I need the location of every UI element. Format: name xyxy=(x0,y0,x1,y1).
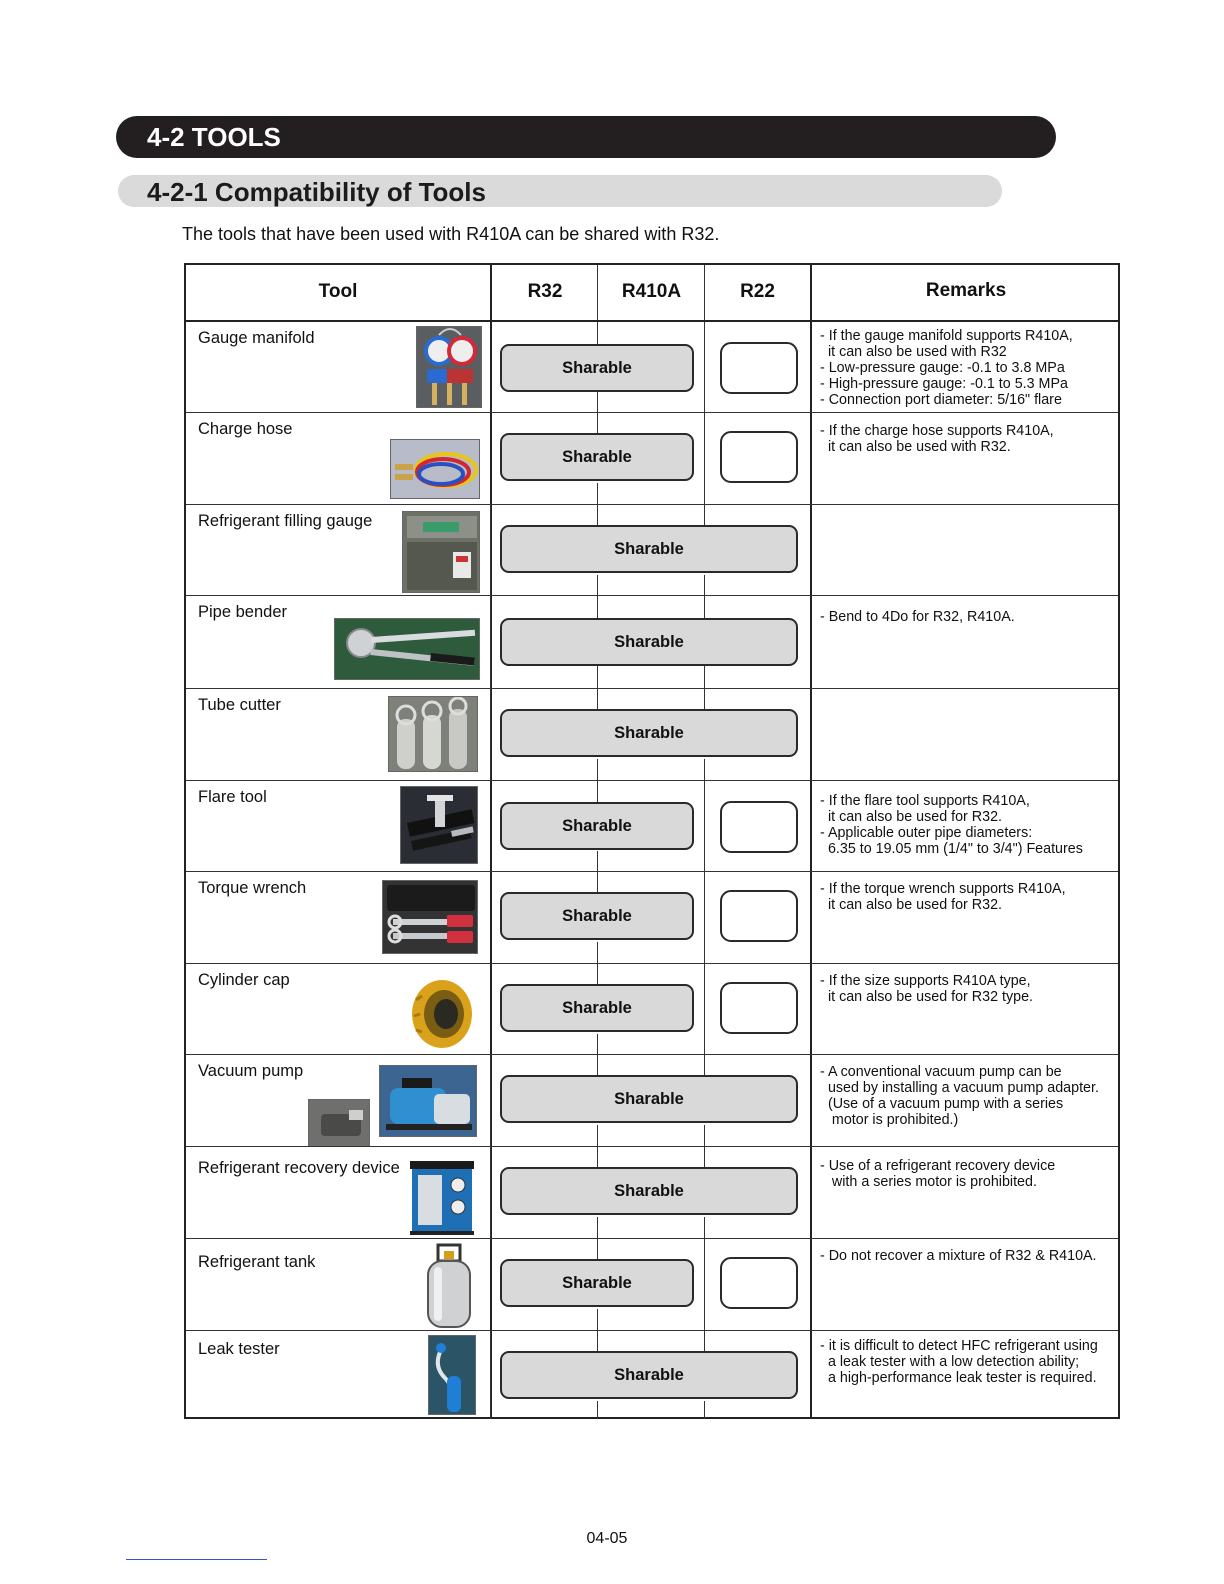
header-tool: Tool xyxy=(318,281,358,302)
col-tick xyxy=(597,1055,598,1075)
col-tick xyxy=(597,1331,598,1351)
r22-empty-cell xyxy=(720,982,798,1034)
status-badge: Sharable xyxy=(500,709,798,757)
col-divider xyxy=(490,689,491,781)
filling-gauge-icon xyxy=(402,511,480,593)
table-row xyxy=(186,596,1118,688)
col-tick xyxy=(597,575,598,597)
status-badge: Sharable xyxy=(500,984,694,1032)
status-badge: Sharable xyxy=(500,802,694,850)
col-tick xyxy=(704,1125,705,1147)
tool-name: Flare tool xyxy=(198,788,267,806)
status-badge: Sharable xyxy=(500,1351,798,1399)
r22-empty-cell xyxy=(720,1257,798,1309)
tools-compatibility-table xyxy=(184,263,1120,1419)
tool-name: Refrigerant filling gauge xyxy=(198,512,373,530)
col-tick xyxy=(597,942,598,964)
col-tick xyxy=(704,689,705,709)
tool-name: Refrigerant tank xyxy=(198,1253,316,1271)
page-number: 04-05 xyxy=(586,1530,628,1547)
r22-empty-cell xyxy=(720,890,798,942)
status-badge: Sharable xyxy=(500,344,694,392)
col-divider xyxy=(704,872,705,964)
col-tick xyxy=(597,1239,598,1259)
status-badge: Sharable xyxy=(500,1167,798,1215)
col-tick xyxy=(597,872,598,892)
col-tick xyxy=(597,1125,598,1147)
remarks-text: - If the torque wrench supports R410A, it can also be used for R32. xyxy=(820,881,1066,913)
table-row xyxy=(186,1239,1118,1331)
vacuum-pump-icon xyxy=(379,1065,477,1137)
col-divider xyxy=(704,1239,705,1331)
tool-name: Refrigerant recovery device xyxy=(198,1159,400,1177)
section-title: 4-2 TOOLS xyxy=(147,122,281,152)
col-divider xyxy=(490,1147,491,1239)
col-tick xyxy=(597,759,598,781)
col-tick xyxy=(597,1217,598,1239)
subsection-title: 4-2-1 Compatibility of Tools xyxy=(147,177,486,207)
remarks-text: - Bend to 4Do for R32, R410A. xyxy=(820,609,1015,625)
table-row xyxy=(186,781,1118,873)
remarks-text: - If the flare tool supports R410A, it can also be used for R32. - Applicable outer pipe diameters: 6.35 to 19.05 mm (1/4" to 3/4") Features xyxy=(820,793,1083,857)
col-tick xyxy=(704,1217,705,1239)
table-row xyxy=(186,1147,1118,1239)
tube-cutter-icon xyxy=(388,696,478,772)
col-tick xyxy=(597,666,598,688)
flare-tool-icon xyxy=(400,786,478,864)
table-row xyxy=(186,413,1118,505)
tool-name: Tube cutter xyxy=(198,696,281,714)
col-tick xyxy=(704,666,705,688)
col-tick xyxy=(597,1309,598,1331)
leak-tester-icon xyxy=(428,1335,476,1415)
col-tick xyxy=(597,392,598,414)
status-badge: Sharable xyxy=(500,1259,694,1307)
tool-name: Leak tester xyxy=(198,1340,280,1358)
status-badge: Sharable xyxy=(500,618,798,666)
col-tick xyxy=(597,1147,598,1167)
col-tick xyxy=(704,1147,705,1167)
status-badge: Sharable xyxy=(500,892,694,940)
col-tick xyxy=(704,759,705,781)
tool-name: Cylinder cap xyxy=(198,971,290,989)
tool-name: Torque wrench xyxy=(198,879,307,897)
col-tick xyxy=(597,781,598,803)
table-row xyxy=(186,964,1118,1056)
remarks-text: - Use of a refrigerant recovery device with a series motor is prohibited. xyxy=(820,1158,1056,1190)
status-badge: Sharable xyxy=(500,525,798,573)
col-tick xyxy=(704,596,705,618)
col-divider xyxy=(704,413,705,505)
cylinder-cap-icon xyxy=(408,976,476,1052)
r22-empty-cell xyxy=(720,801,798,853)
vacuum-pump-adapter-icon xyxy=(308,1099,370,1147)
col-divider xyxy=(704,964,705,1056)
col-divider xyxy=(704,781,705,873)
col-tick xyxy=(597,596,598,618)
col-tick xyxy=(597,322,598,344)
section-header xyxy=(116,116,1056,158)
col-tick xyxy=(704,505,705,525)
table-row xyxy=(186,872,1118,964)
recovery-device-icon xyxy=(406,1155,478,1237)
status-badge: Sharable xyxy=(500,1075,798,1123)
col-tick xyxy=(704,1055,705,1075)
col-tick xyxy=(597,1401,598,1419)
col-tick xyxy=(704,1331,705,1351)
col-tick xyxy=(704,1401,705,1419)
col-divider xyxy=(490,1055,491,1147)
remarks-text: - If the size supports R410A type, it can also be used for R32 type. xyxy=(820,973,1033,1005)
pipe-bender-icon xyxy=(334,618,480,680)
table-row xyxy=(186,1055,1118,1147)
remarks-text: - A conventional vacuum pump can be used by installing a vacuum pump adapter. (Use of a vacuum pump with a series motor is prohibited.) xyxy=(820,1064,1099,1128)
col-tick xyxy=(704,575,705,597)
table-row xyxy=(186,1331,1118,1419)
col-tick xyxy=(597,851,598,873)
gauge-manifold-icon xyxy=(416,326,482,408)
col-tick xyxy=(597,1034,598,1056)
table-row xyxy=(186,505,1118,597)
remarks-text: - If the charge hose supports R410A, it can also be used with R32. xyxy=(820,423,1054,455)
charge-hose-icon xyxy=(390,439,480,499)
torque-wrench-icon xyxy=(382,880,478,954)
header-r410a: R410A xyxy=(621,281,682,302)
remarks-text: - If the gauge manifold supports R410A, it can also be used with R32 - Low-pressure gauge: -0.1 to 3.8 MPa - High-pressure gauge: -0.1 to 5.3 MPa - Connection port diameter: 5/16" flare xyxy=(820,328,1073,408)
refrigerant-tank-icon xyxy=(424,1243,474,1331)
col-tick xyxy=(597,483,598,505)
header-remarks: Remarks xyxy=(925,280,1007,301)
remarks-text: - Do not recover a mixture of R32 & R410A. xyxy=(820,1248,1097,1264)
r22-empty-cell xyxy=(720,431,798,483)
col-divider xyxy=(490,596,491,688)
tool-name: Vacuum pump xyxy=(198,1062,304,1080)
col-tick xyxy=(597,964,598,984)
tool-name: Charge hose xyxy=(198,420,293,438)
status-badge: Sharable xyxy=(500,433,694,481)
col-tick xyxy=(597,505,598,525)
table-row xyxy=(186,322,1118,414)
header-r32: R32 xyxy=(527,281,563,302)
tool-name: Gauge manifold xyxy=(198,329,315,347)
subsection-header xyxy=(118,175,1002,207)
intro-text: The tools that have been used with R410A can be shared with R32. xyxy=(182,224,720,244)
footer-rule xyxy=(126,1559,267,1560)
col-divider xyxy=(490,1331,491,1419)
remarks-text: - it is difficult to detect HFC refrigerant using a leak tester with a low detection ability; a high-performance leak tester is required. xyxy=(820,1338,1098,1386)
r22-empty-cell xyxy=(720,342,798,394)
col-divider xyxy=(704,322,705,414)
table-row xyxy=(186,689,1118,781)
col-divider xyxy=(490,505,491,597)
header-r22: R22 xyxy=(740,281,775,302)
tool-name: Pipe bender xyxy=(198,603,287,621)
col-tick xyxy=(597,689,598,709)
col-tick xyxy=(597,413,598,433)
